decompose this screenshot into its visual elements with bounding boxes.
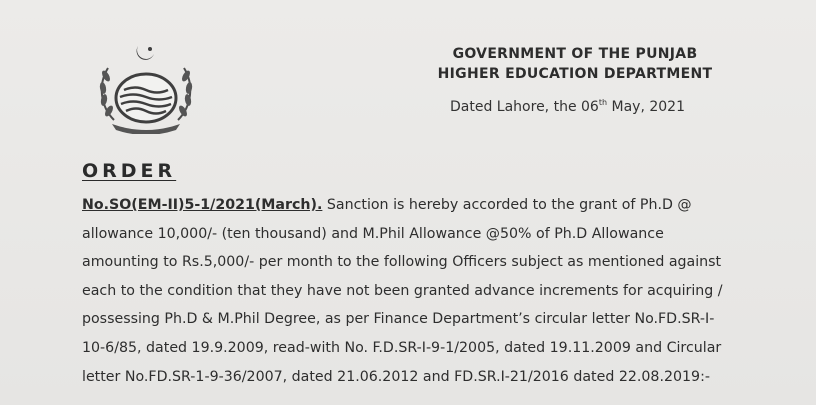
- order-body: [82, 191, 772, 391]
- order-line-1: [82, 191, 772, 220]
- dated-line: [450, 98, 685, 115]
- order-line-4: each to the condition that they have not been granted advance increments for acquiring /: [82, 282, 723, 299]
- order-line-6: 10-6/85, dated 19.9.2009, read-with No. F.D.SR-I-9-1/2005, dated 19.11.2009 and Circular: [82, 339, 722, 356]
- order-line-5: possessing Ph.D & M.Phil Degree, as per Finance Department’s circular letter No.FD.SR-I-: [82, 311, 715, 328]
- order-reference-number: No.SO(EM-II)5-1/2021(March).: [82, 197, 323, 213]
- dated-suffix-ordinal: th: [598, 98, 608, 107]
- order-title: ORDER: [82, 160, 177, 182]
- dated-month-year: May, 2021: [607, 99, 685, 115]
- government-name: GOVERNMENT OF THE PUNJAB: [452, 46, 698, 62]
- dated-prefix: Dated Lahore, the 06: [450, 99, 599, 115]
- order-line-1-text: Sanction is hereby accorded to the grant of Ph.D @: [322, 197, 692, 213]
- department-name: HIGHER EDUCATION DEPARTMENT: [437, 66, 713, 82]
- order-line-2: allowance 10,000/- (ten thousand) and M.Phil Allowance @50% of Ph.D Allowance: [82, 225, 664, 242]
- order-line-7: letter No.FD.SR-1-9-36/2007, dated 21.06.2012 and FD.SR.I-21/2016 dated 22.08.2019:-: [82, 368, 710, 385]
- government-header: [420, 44, 730, 84]
- order-line-3: amounting to Rs.5,000/- per month to the following Officers subject as mentioned against: [82, 254, 722, 271]
- punjab-emblem-icon: [92, 40, 200, 134]
